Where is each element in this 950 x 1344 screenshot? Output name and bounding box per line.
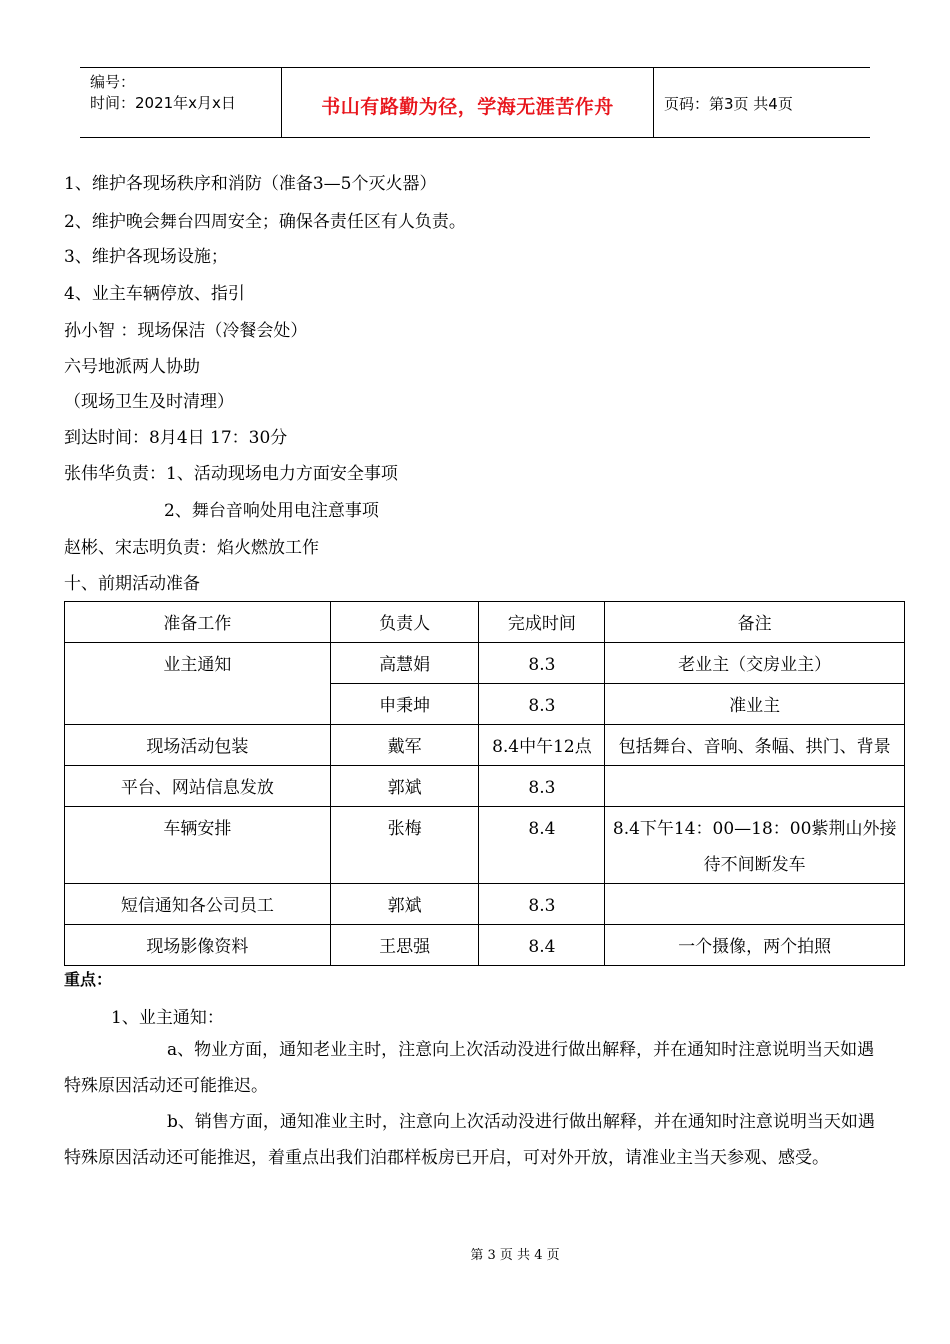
number-label: 编号：	[90, 73, 136, 91]
table-cell-person: 戴军	[330, 725, 479, 766]
table-cell-note: 准业主	[605, 684, 905, 725]
table-header-cell: 准备工作	[65, 602, 331, 643]
table-header-cell: 完成时间	[479, 602, 605, 643]
table-cell-person: 郭斌	[330, 884, 479, 925]
page-footer: 第 3 页 共 4 页	[470, 1248, 560, 1263]
header-page-info: 页码：第3页 共4页	[664, 95, 793, 113]
table-cell-time: 8.4中午12点	[479, 725, 605, 766]
table-row	[65, 725, 905, 766]
time-label: 时间：2021年x月x日	[90, 94, 236, 112]
table-cell-note: 一个摄像，两个拍照	[605, 925, 905, 966]
table-cell-person: 张梅	[330, 807, 479, 884]
page-header	[80, 67, 870, 138]
header-meta	[80, 68, 282, 137]
table-cell-person: 高慧娟	[330, 643, 479, 684]
section-heading: 十、前期活动准备	[64, 574, 200, 594]
table-cell-person: 王思强	[330, 925, 479, 966]
table-cell-time: 8.4	[479, 925, 605, 966]
body-line: 1、维护各现场秩序和消防（准备3—5个灭火器）	[64, 174, 437, 194]
table-cell-task: 平台、网站信息发放	[65, 766, 331, 807]
table-cell-task: 车辆安排	[65, 807, 331, 884]
table-cell-note: 包括舞台、音响、条幅、拱门、背景	[605, 725, 905, 766]
table-cell-task: 短信通知各公司员工	[65, 884, 331, 925]
table-row	[65, 807, 905, 884]
table-row	[65, 766, 905, 807]
table-header-cell: 负责人	[330, 602, 479, 643]
table-row	[65, 884, 905, 925]
table-header-row	[65, 602, 905, 643]
body-line: 3、维护各现场设施；	[64, 247, 228, 267]
table-cell-task: 现场影像资料	[65, 925, 331, 966]
body-line: 赵彬、宋志明负责：焰火燃放工作	[64, 538, 319, 558]
body-line: 孙小智 ：现场保洁（冷餐会处）	[64, 321, 308, 341]
table-cell-person: 郭斌	[330, 766, 479, 807]
table-cell-time: 8.3	[479, 884, 605, 925]
paragraph-b: b、销售方面，通知准业主时，注意向上次活动没进行做出解释，并在通知时注意说明当天如遇特殊原因活动还可能推迟，着重点出我们泊郡样板房已开启，可对外开放，请准业主当天参观、感受。	[64, 1112, 875, 1168]
body-line: 张伟华负责：1、活动现场电力方面安全事项	[64, 464, 398, 484]
table-cell-note: 老业主（交房业主）	[605, 643, 905, 684]
table-cell-note	[605, 884, 905, 925]
body-line: 到达时间：8月4日 17：30分	[64, 428, 288, 448]
header-motto: 书山有路勤为径，学海无涯苦作舟	[282, 68, 654, 137]
table-cell-task: 业主通知	[65, 643, 331, 725]
body-line: 2、维护晚会舞台四周安全；确保各责任区有人负责。	[64, 212, 466, 232]
table-cell-time: 8.4	[479, 807, 605, 884]
key-points-heading: 重点：	[64, 970, 113, 989]
table-cell-time: 8.3	[479, 643, 605, 684]
body-line: 4、业主车辆停放、指引	[64, 284, 245, 304]
preparation-table	[64, 601, 905, 966]
body-line: 六号地派两人协助	[64, 357, 200, 377]
body-line: （现场卫生及时清理）	[64, 392, 234, 412]
body-line: 2、舞台音响处用电注意事项	[164, 501, 379, 521]
table-cell-task: 现场活动包装	[65, 725, 331, 766]
table-row	[65, 925, 905, 966]
table-cell-time: 8.3	[479, 766, 605, 807]
table-cell-person: 申秉坤	[330, 684, 479, 725]
table-cell-note: 8.4下午14：00—18：00紫荆山外接待不间断发车	[605, 807, 905, 884]
table-row	[65, 643, 905, 684]
key-point-item: 1、业主通知：	[111, 1008, 224, 1028]
table-header-cell: 备注	[605, 602, 905, 643]
table-cell-note	[605, 766, 905, 807]
paragraph-a: a、物业方面，通知老业主时，注意向上次活动没进行做出解释，并在通知时注意说明当天如遇特殊原因活动还可能推迟。	[64, 1040, 875, 1096]
table-cell-time: 8.3	[479, 684, 605, 725]
